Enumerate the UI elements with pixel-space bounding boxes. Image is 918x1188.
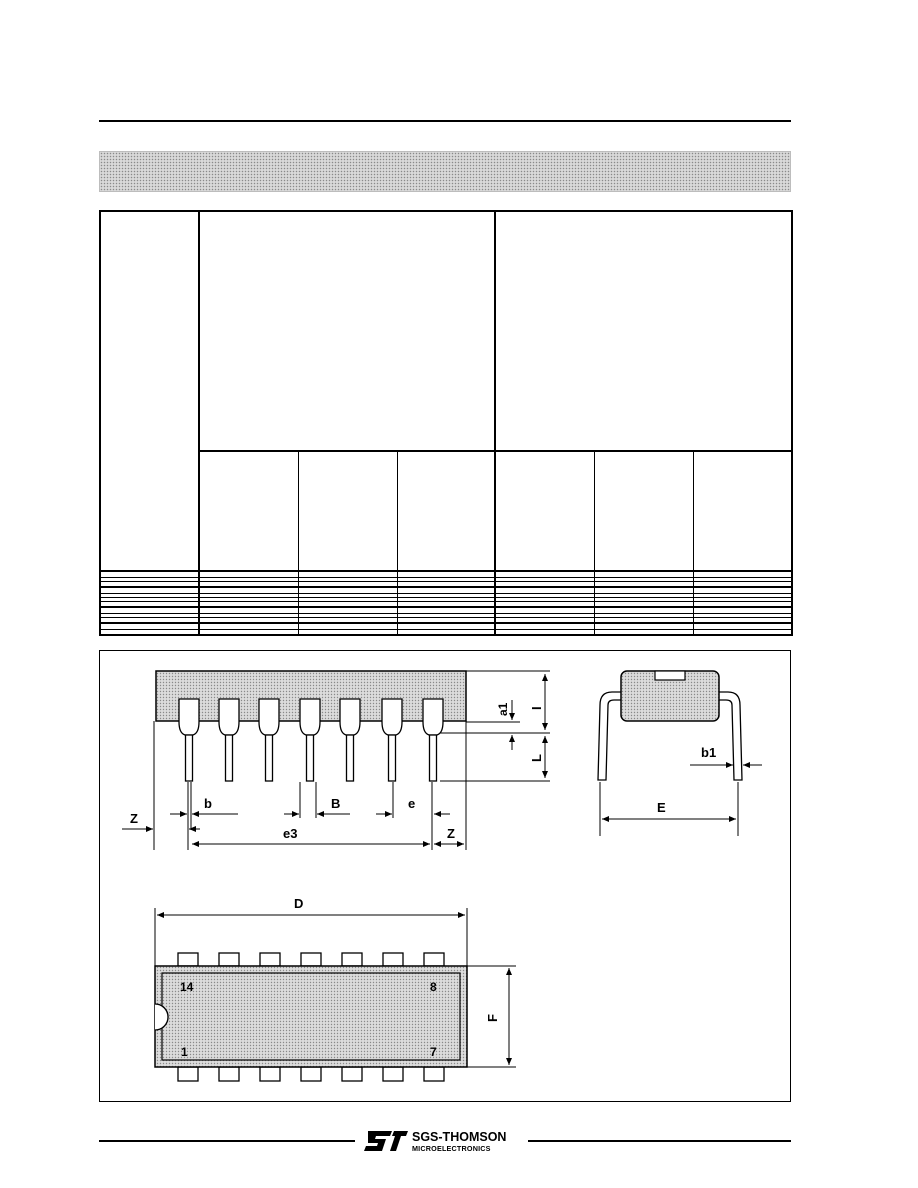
top-pin [383,1067,403,1081]
end-view [598,671,762,836]
st-logo-icon [364,1131,408,1151]
side-pin-shoulder [259,699,279,735]
top-pin [260,953,280,966]
side-pin-leg [266,735,273,781]
footer-rule-left [99,1140,355,1142]
label-I: I [529,706,544,710]
top-pin [178,1067,198,1081]
side-pin-leg [347,735,354,781]
package-notch [655,671,685,680]
label-e: e [408,796,416,811]
top-pin [178,953,198,966]
side-pin-shoulder [300,699,320,735]
label-e3: e3 [283,826,298,841]
label-b1: b1 [701,745,717,760]
side-pin-shoulder [340,699,360,735]
side-pin-shoulder [423,699,443,735]
side-pin-leg [389,735,396,781]
side-pin-shoulder [179,699,199,735]
label-D: D [294,896,304,911]
label-pin1: 1 [181,1045,188,1059]
label-B: B [331,796,341,811]
side-view-front [122,671,550,850]
label-b: b [204,796,212,811]
side-pin-shoulder [382,699,402,735]
top-pin [301,1067,321,1081]
top-pin [301,953,321,966]
label-z-left: Z [130,811,138,826]
side-pin-leg [186,735,193,781]
label-F: F [485,1014,500,1022]
company-logo [362,1127,522,1155]
footer-brand: SGS-THOMSON [412,1130,507,1144]
footer-rule-right [528,1140,791,1142]
side-pin-leg [430,735,437,781]
label-z-right: Z [447,826,455,841]
top-view [155,896,516,1081]
top-pin [342,953,362,966]
side-pin-leg [307,735,314,781]
label-pin7: 7 [430,1045,437,1059]
top-pin [219,953,239,966]
footer-sub: MICROELECTRONICS [412,1144,491,1153]
label-pin14: 14 [180,980,194,994]
label-L: L [529,754,544,762]
top-pin [424,953,444,966]
label-E: E [657,800,666,815]
label-pin8: 8 [430,980,437,994]
package-body-top [155,966,467,1067]
top-pin [342,1067,362,1081]
top-pin [424,1067,444,1081]
top-pin [260,1067,280,1081]
top-pin [383,953,403,966]
label-a1: a1 [496,702,510,716]
side-pin-shoulder [219,699,239,735]
top-pin [219,1067,239,1081]
side-pin-leg [226,735,233,781]
